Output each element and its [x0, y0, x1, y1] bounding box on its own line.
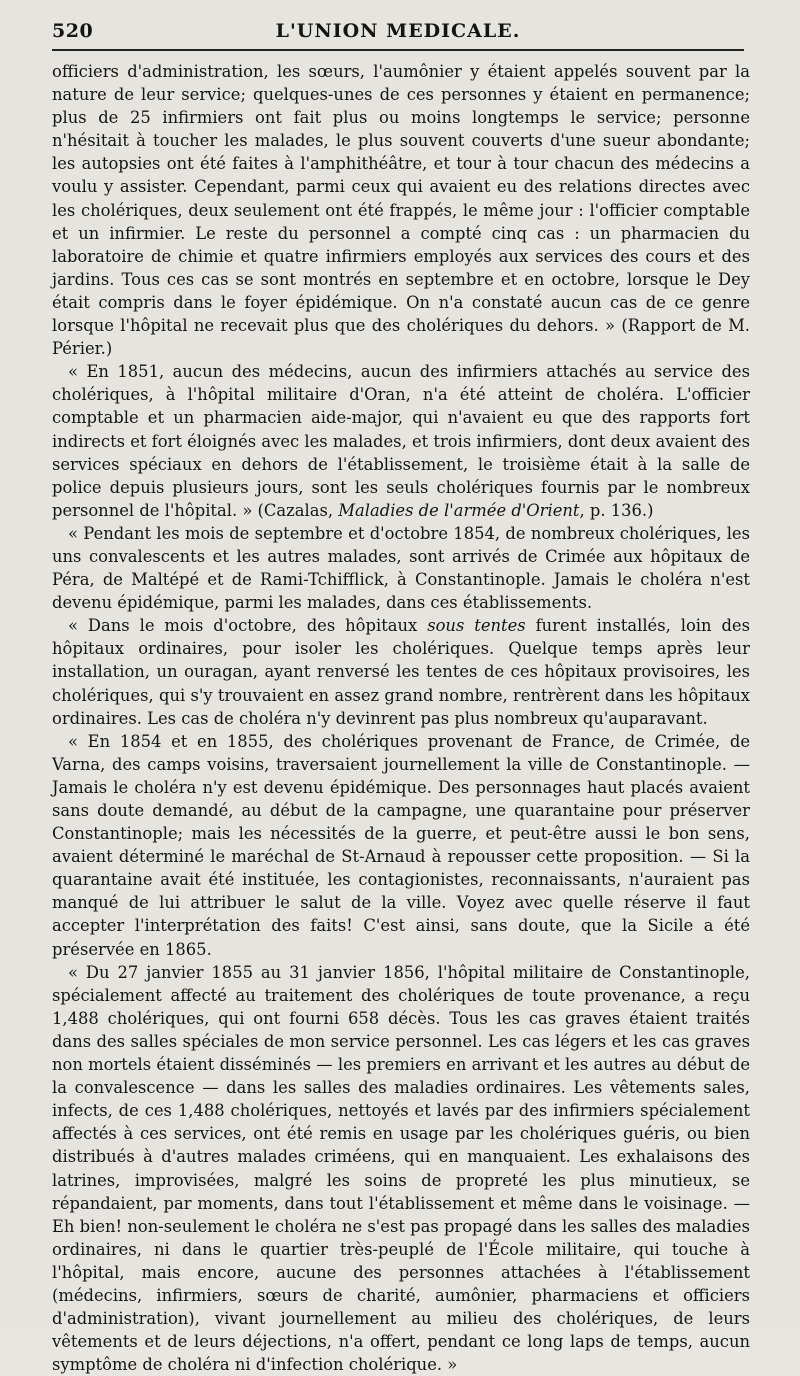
italic-phrase: sous tentes	[427, 616, 526, 636]
header-rule	[52, 49, 744, 51]
paragraph-3: « Pendant les mois de septembre et d'octobre 1854, de nombreux cholériques, les uns convalescents et les autres malades, sont arrivés de Crimée aux hôpitaux de Péra, de Maltépé et de Rami-Tchifflick, à Constantinople. Jamais le choléra n'est devenu épidémique, parmi les malades, dans ces établissements.	[52, 523, 750, 613]
running-head: L'UNION MEDICALE.	[275, 20, 521, 42]
book-title: Maladies de l'armée d'Orient	[338, 500, 580, 520]
paragraph-2	[52, 360, 750, 522]
paragraph-4	[52, 614, 750, 729]
paragraph-4-rest: furent installés, loin des hôpitaux ordinaires, pour isoler les cholériques. Quelque temps après leur installation, un ouragan, ayant renversé les tentes de ces hôpitaux provisoires, les cholériques, qui s'y trouvaient en assez grand nombre, rentrèrent dans les hôpitaux ordinaires. Les cas de choléra n'y devinrent pas plus nombreux qu'auparavant.	[52, 616, 750, 728]
paragraph-2-citation: , p. 136.)	[579, 500, 654, 520]
paragraph-5: « En 1854 et en 1855, des cholériques provenant de France, de Crimée, de Varna, des camps voisins, traversaient journellement la ville de Constantinople. — Jamais le choléra n'y est devenu épidémique. Des personnages haut placés avaient sans doute demandé, au début de la campagne, une quarantaine pour préserver Constantinople; mais les nécessités de la guerre, et peut-être aussi le bon sens, avaient déterminé le maréchal de St-Arnaud à repousser cette proposition. — Si la quarantaine avait été instituée, les contagionistes, reconnaissants, n'auraient pas manqué de lui attribuer le salut de la ville. Voyez avec quelle réserve il faut accepter l'interprétation des faits! C'est ainsi, sans doute, que la Sicile a été préservée en 1865.	[52, 731, 750, 959]
page-number: 520	[52, 20, 94, 42]
paragraph-6: « Du 27 janvier 1855 au 31 janvier 1856, l'hôpital militaire de Constantinople, spécialement affecté au traitement des cholériques de toute provenance, a reçu 1,488 cholériques, qui ont fourni 658 décès. Tous les cas graves étaient traités dans des salles spéciales de mon service personnel. Les cas légers et les cas graves non mortels étaient disséminés — les premiers en arrivant et les autres au début de la convalescence — dans les salles des maladies ordinaires. Les vêtements sales, infects, de ces 1,488 cholériques, nettoyés et lavés par des infirmiers spécialement affectés à ces services, ont été remis en usage par les cholériques guéris, ou bien distribués à d'autres malades criméens, qui en manquaient. Les exhalaisons des latrines, improvisées, malgré les soins de propreté les plus minutieux, se répandaient, par moments, dans tout l'établissement et même dans le voisinage. — Eh bien! non-seulement le choléra ne s'est pas propagé dans les salles des maladies ordinaires, ni dans le quartier très-peuplé de l'École militaire, qui touche à l'hôpital, mais encore, aucune des personnes attachées à l'établissement (médecins, infirmiers, sœurs de charité, aumônier, pharmaciens et officiers d'administration), vivant journellement au milieu des cholériques, de leurs vêtements et de leurs déjections, n'a offert, pendant ce long laps de temps, aucun symptôme de choléra ni d'infection cholérique. »	[52, 962, 750, 1375]
page-header	[52, 14, 744, 44]
paragraph-4-text: « Dans le mois d'octobre, des hôpitaux	[68, 616, 428, 636]
article-body	[52, 60, 750, 1375]
paragraph-2-text: « En 1851, aucun des médecins, aucun des infirmiers attachés au service des cholériques, à l'hôpital militaire d'Oran, n'a été atteint de choléra. L'officier comptable et un pharmacien aide-major, qui n'avaient eu que des rapports fort indirects et fort éloignés avec les malades, et trois infirmiers, dont deux avaient des services spéciaux en dehors de l'établissement, le troisième était à la salle de police depuis plusieurs jours, sont les seuls cholériques fournis par le nombreux personnel de l'hôpital. » (Cazalas,	[52, 362, 750, 520]
paragraph-1: officiers d'administration, les sœurs, l'aumônier y étaient appelés souvent par la nature de leur service; quelques-unes de ces personnes y étaient en permanence; plus de 25 infirmiers ont fait plus ou moins longtemps le service; personne n'hésitait à toucher les malades, le plus souvent couverts d'une sueur abondante; les autopsies ont été faites à l'amphithéâtre, et tour à tour chacun des médecins a voulu y assister. Cependant, parmi ceux qui avaient eu des relations directes avec les cholériques, deux seulement ont été frappés, le même jour : l'officier comptable et un infirmier. Le reste du personnel a compté cinq cas : un pharmacien du laboratoire de chimie et quatre infirmiers employés aux services des cours et des jardins. Tous ces cas se sont montrés en septembre et en octobre, lorsque le Dey était compris dans le foyer épidémique. On n'a constaté aucun cas de ce genre lorsque l'hôpital ne recevait plus que des cholériques du dehors. » (Rapport de M. Périer.)	[52, 62, 750, 359]
